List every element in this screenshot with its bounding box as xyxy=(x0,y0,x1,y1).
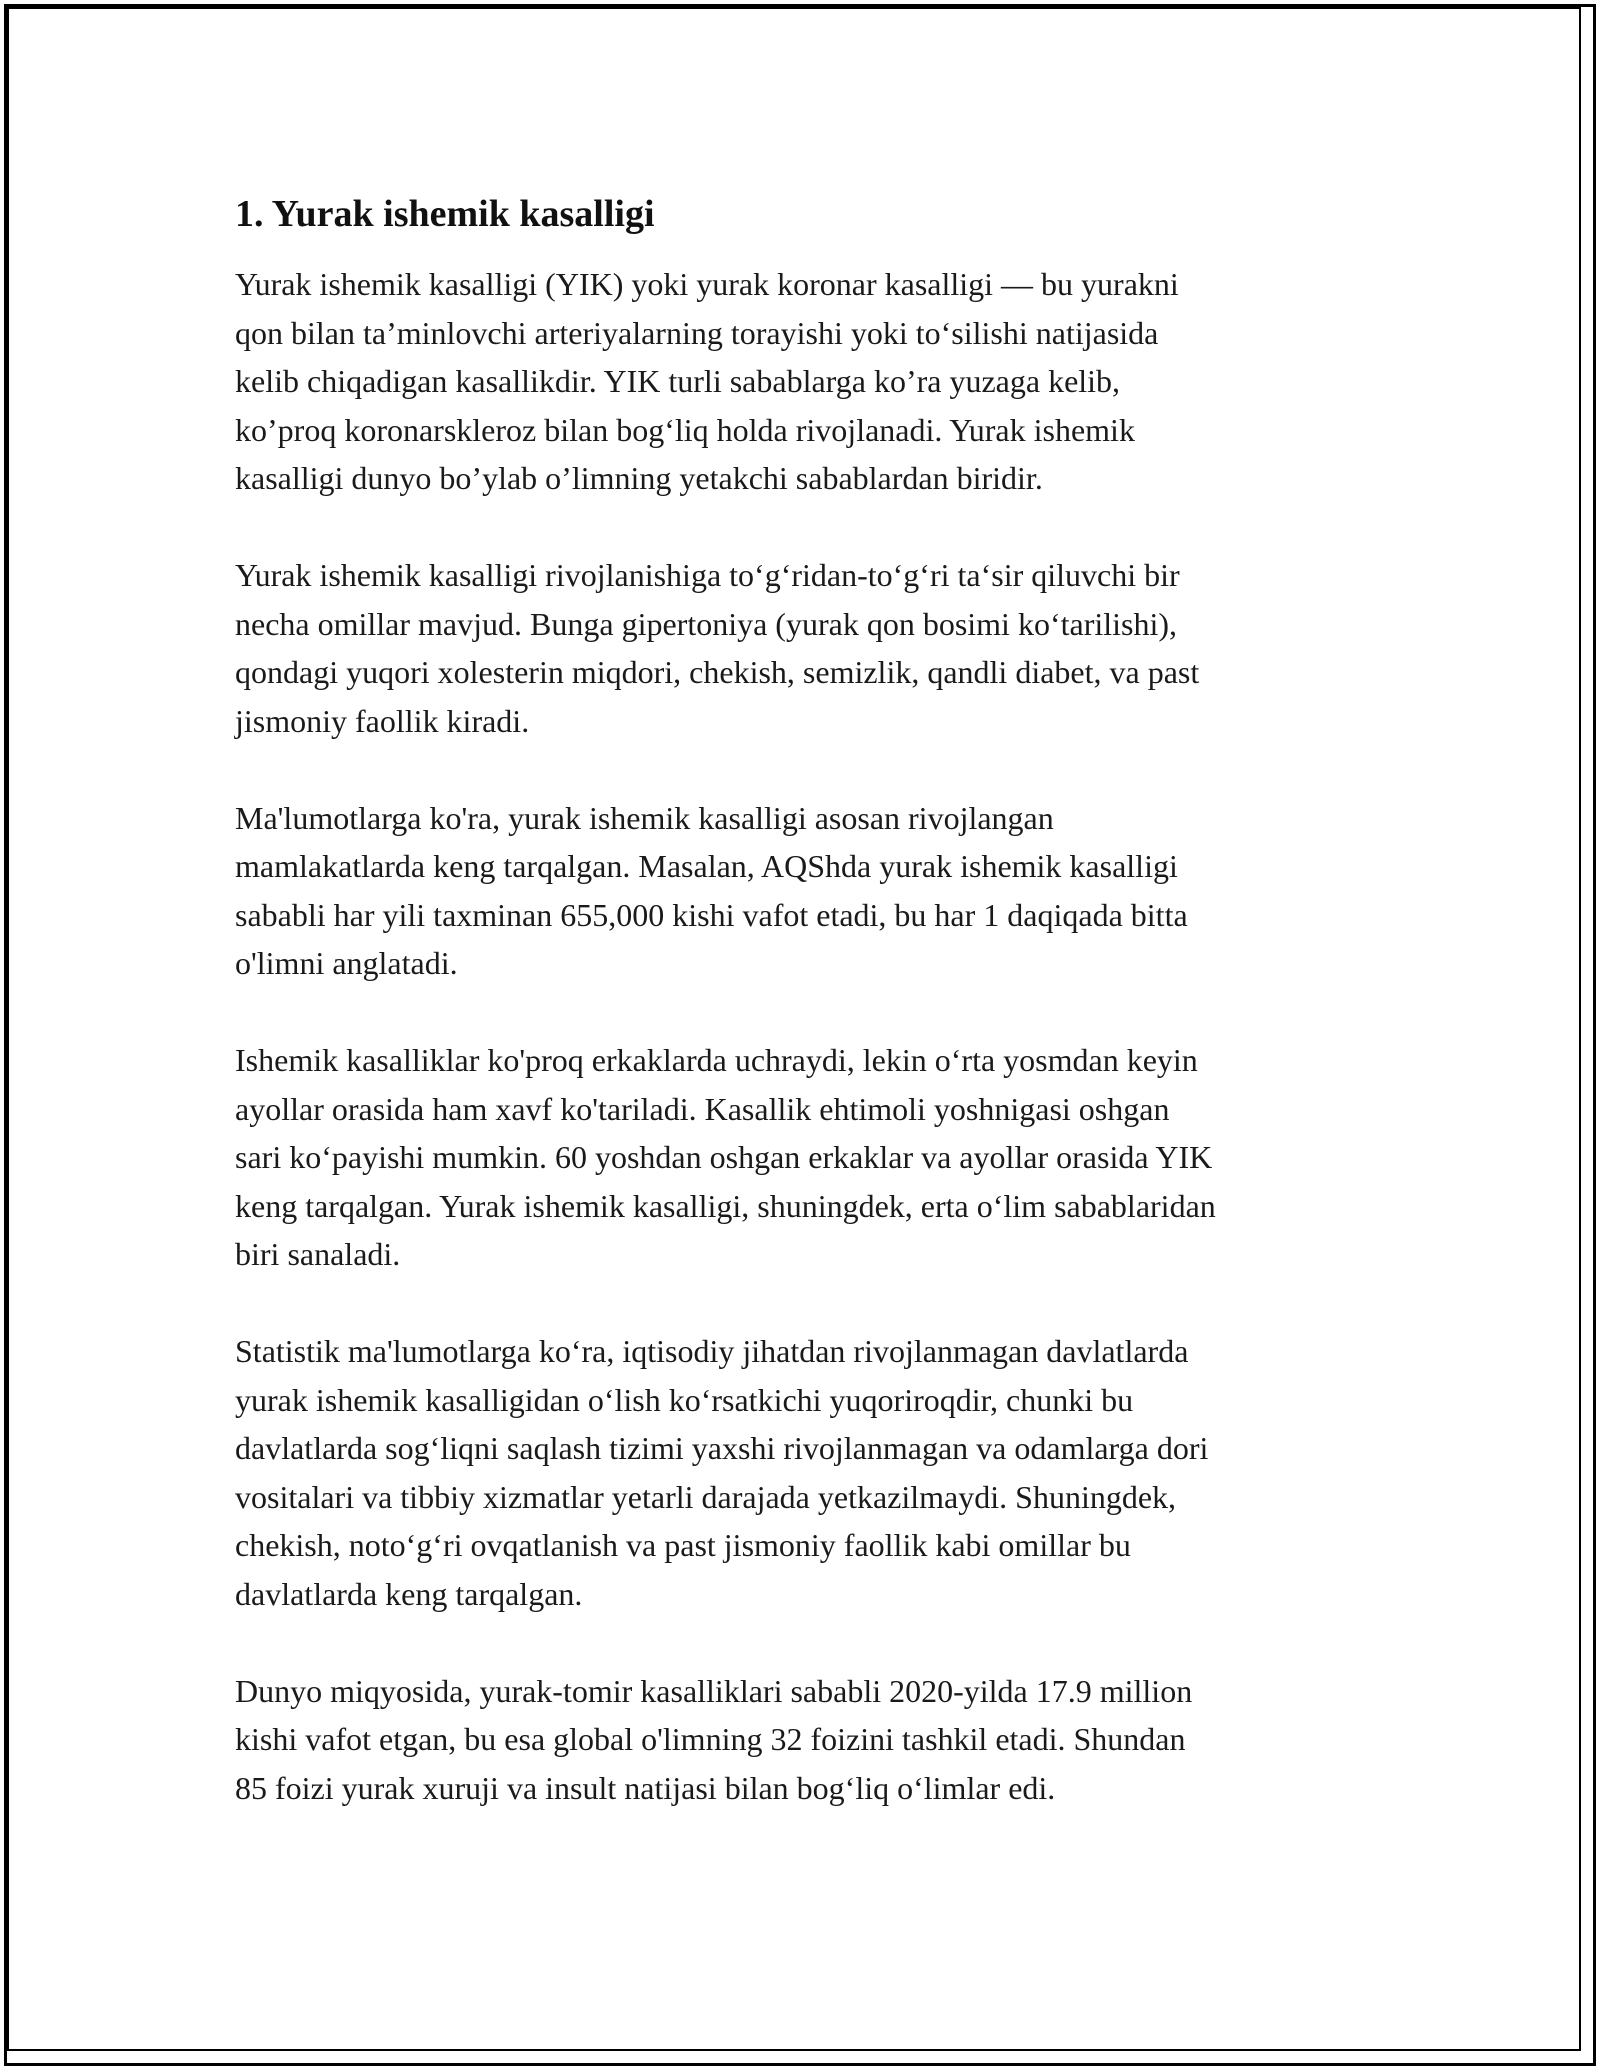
paragraph-line: Ishemik kasalliklar ko'proq erkaklarda uchraydi, lekin o‘rta yosmdan keyin xyxy=(235,1042,1198,1078)
paragraph-2 xyxy=(235,551,1395,745)
paragraph-line: sari ko‘payishi mumkin. 60 yoshdan oshgan erkaklar va ayollar orasida YIK xyxy=(235,1139,1213,1175)
paragraph-line: kasalligi dunyo bo’ylab o’limning yetakchi sabablardan biridir. xyxy=(235,460,1043,496)
paragraph-line: ayollar orasida ham xavf ko'tariladi. Kasallik ehtimoli yoshnigasi oshgan xyxy=(235,1090,1170,1127)
paragraph-line: vositalari va tibbiy xizmatlar yetarli darajada yetkazilmaydi. Shuningdek, xyxy=(235,1478,1177,1515)
paragraph-line: kelib chiqadigan kasallikdir. YIK turli sabablarga ko’ra yuzaga kelib, xyxy=(235,363,1121,399)
document-body xyxy=(235,188,1395,1861)
paragraph-line: davlatlarda sog‘liqni saqlash tizimi yaxshi rivojlanmagan va odamlarga dori xyxy=(235,1430,1209,1466)
paragraph-line: qon bilan ta’minlovchi arteriyalarning torayishi yoki to‘silishi natijasida xyxy=(235,314,1159,351)
paragraph-line: biri sanaladi. xyxy=(235,1236,401,1272)
paragraph-line: sababli har yili taxminan 655,000 kishi vafot etadi, bu har 1 daqiqada bitta xyxy=(235,896,1188,933)
paragraph-line: qondagi yuqori xolesterin miqdori, chekish, semizlik, qandli diabet, va past xyxy=(235,654,1200,690)
paragraph-line: davlatlarda keng tarqalgan. xyxy=(235,1575,583,1612)
paragraph-line: jismoniy faollik kiradi. xyxy=(235,702,530,739)
paragraph-1 xyxy=(235,260,1395,503)
paragraph-line: o'limni anglatadi. xyxy=(235,945,458,981)
paragraph-line: yurak ishemik kasalligidan o‘lish ko‘rsatkichi yuqoriroqdir, chunki bu xyxy=(235,1381,1134,1418)
paragraph-line: ko’proq koronarskleroz bilan bog‘liq holda rivojlanadi. Yurak ishemik xyxy=(235,411,1135,448)
paragraph-line: necha omillar mavjud. Bunga gipertoniya (yurak qon bosimi ko‘tarilishi), xyxy=(235,605,1178,642)
paragraph-line: 85 foizi yurak xuruji va insult natijasi bilan bog‘liq o‘limlar edi. xyxy=(235,1769,1056,1806)
paragraph-line: Yurak ishemik kasalligi rivojlanishiga to‘g‘ridan-to‘g‘ri ta‘sir qiluvchi bir xyxy=(235,557,1180,593)
page-title: 1. Yurak ishemik kasalligi xyxy=(235,193,655,235)
paragraph-6 xyxy=(235,1667,1395,1813)
paragraph-line: keng tarqalgan. Yurak ishemik kasalligi, shuningdek, erta o‘lim sabablaridan xyxy=(235,1187,1216,1224)
paragraph-3 xyxy=(235,794,1395,988)
paragraph-line: chekish, noto‘g‘ri ovqatlanish va past jismoniy faollik kabi omillar bu xyxy=(235,1527,1131,1563)
paragraph-line: Yurak ishemik kasalligi (YIK) yoki yurak koronar kasalligi — bu yurakni xyxy=(235,266,1179,302)
paragraph-line: kishi vafot etgan, bu esa global o'limning 32 foizini tashkil etadi. Shundan xyxy=(235,1721,1186,1757)
paragraph-5 xyxy=(235,1327,1395,1618)
paragraph-4 xyxy=(235,1036,1395,1279)
paragraph-line: mamlakatlarda keng tarqalgan. Masalan, AQShda yurak ishemik kasalligi xyxy=(235,848,1178,884)
paragraph-line: Statistik ma'lumotlarga ko‘ra, iqtisodiy jihatdan rivojlanmagan davlatlarda xyxy=(235,1333,1189,1369)
paragraph-line: Ma'lumotlarga ko'ra, yurak ishemik kasalligi asosan rivojlangan xyxy=(235,799,1054,836)
paragraph-line: Dunyo miqyosida, yurak-tomir kasalliklari sababli 2020-yilda 17.9 million xyxy=(235,1672,1193,1709)
